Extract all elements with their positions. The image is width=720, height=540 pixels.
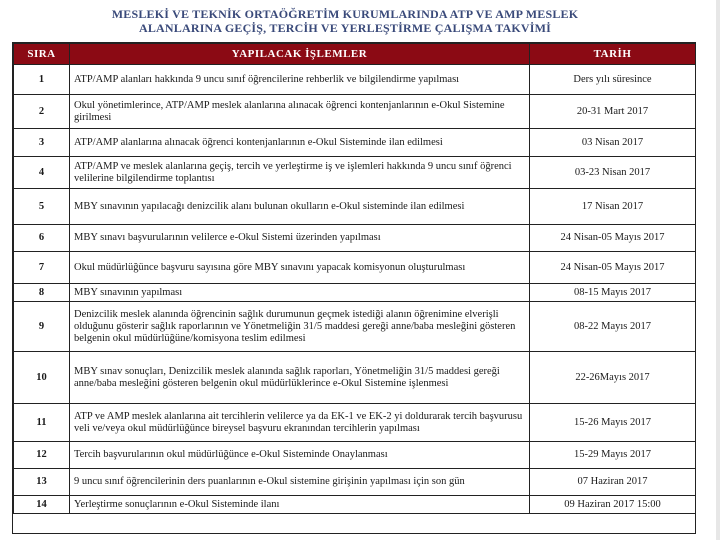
- row-date: 15-26 Mayıs 2017: [530, 404, 696, 442]
- row-date: 15-29 Mayıs 2017: [530, 442, 696, 469]
- row-number: 14: [14, 496, 70, 514]
- row-task: MBY sınav sonuçları, Denizcilik meslek alanında sağlık raporları, Yönetmeliğin 31/5 maddesi gereği anne/baba mesleğini gösteren belgenin okul müdürlüklerince e-Okul Sistemine işlenmesi: [70, 352, 530, 404]
- row-number: 5: [14, 189, 70, 225]
- row-date: 08-22 Mayıs 2017: [530, 302, 696, 352]
- row-date: 20-31 Mart 2017: [530, 95, 696, 129]
- table-row: [14, 95, 696, 129]
- title-line-2: ALANLARINA GEÇİŞ, TERCİH VE YERLEŞTİRME ÇALIŞMA TAKVİMİ: [138, 21, 552, 35]
- table-row: [14, 469, 696, 496]
- row-task: MBY sınavı başvurularının velilerce e-Okul Sistemi üzerinden yapılması: [70, 225, 530, 252]
- title-line-1: MESLEKİ VE TEKNİK ORTAÖĞRETİM KURUMLARINDA ATP VE AMP MESLEK: [111, 7, 579, 21]
- row-task: Denizcilik meslek alanında öğrencinin sağlık durumunun geçmek istediği alanın öğrenimine elverişli olduğunu gösterir sağlık raporlarının ve Yönetmeliğin 31/5 maddesi gereği anne/baba mesleğini gösteren belgenin okul müdürlüğüne/komisyona teslim edilmesi: [70, 302, 530, 352]
- table-row: [14, 302, 696, 352]
- row-number: 4: [14, 157, 70, 189]
- row-task: ATP/AMP alanlarına alınacak öğrenci kontenjanlarının e-Okul Sisteminde ilan edilmesi: [70, 129, 530, 157]
- row-number: 12: [14, 442, 70, 469]
- row-date: Ders yılı süresince: [530, 65, 696, 95]
- row-date: 09 Haziran 2017 15:00: [530, 496, 696, 514]
- table-row: [14, 352, 696, 404]
- row-number: 3: [14, 129, 70, 157]
- row-number: 11: [14, 404, 70, 442]
- row-number: 13: [14, 469, 70, 496]
- table-row: [14, 496, 696, 514]
- table-row: [14, 284, 696, 302]
- row-number: 1: [14, 65, 70, 95]
- row-number: 9: [14, 302, 70, 352]
- row-number: 6: [14, 225, 70, 252]
- row-task: Tercih başvurularının okul müdürlüğünce e-Okul Sisteminde Onaylanması: [70, 442, 530, 469]
- table-row: [14, 157, 696, 189]
- row-date: 24 Nisan-05 Mayıs 2017: [530, 252, 696, 284]
- row-date: 03 Nisan 2017: [530, 129, 696, 157]
- row-task: ATP/AMP ve meslek alanlarına geçiş, tercih ve yerleştirme iş ve işlemleri hakkında 9 uncu sınıf öğrenci velilerine bilgilendirme toplantısı: [70, 157, 530, 189]
- row-number: 10: [14, 352, 70, 404]
- table-row: [14, 65, 696, 95]
- row-task: Okul yönetimlerince, ATP/AMP meslek alanlarına alınacak öğrenci kontenjanlarının e-Okul Sistemine girilmesi: [70, 95, 530, 129]
- schedule-table: [13, 43, 696, 514]
- row-task: Okul müdürlüğünce başvuru sayısına göre MBY sınavını yapacak komisyonun oluşturulması: [70, 252, 530, 284]
- header-sira: SIRA: [14, 44, 70, 65]
- header-tarih: TARİH: [530, 44, 696, 65]
- row-date: 17 Nisan 2017: [530, 189, 696, 225]
- table-row: [14, 225, 696, 252]
- row-task: Yerleştirme sonuçlarının e-Okul Sisteminde ilanı: [70, 496, 530, 514]
- row-task: ATP/AMP alanları hakkında 9 uncu sınıf öğrencilerine rehberlik ve bilgilendirme yapılması: [70, 65, 530, 95]
- scrollbar-track: [716, 0, 720, 540]
- row-date: 03-23 Nisan 2017: [530, 157, 696, 189]
- row-task: MBY sınavının yapılacağı denizcilik alanı bulunan okulların e-Okul sisteminde ilan edilmesi: [70, 189, 530, 225]
- schedule-table-container: [12, 42, 696, 534]
- row-task: 9 uncu sınıf öğrencilerinin ders puanlarının e-Okul sistemine girişinin yapılması için son gün: [70, 469, 530, 496]
- row-date: 08-15 Mayıs 2017: [530, 284, 696, 302]
- row-date: 22-26Mayıs 2017: [530, 352, 696, 404]
- table-row: [14, 404, 696, 442]
- table-row: [14, 252, 696, 284]
- row-task: ATP ve AMP meslek alanlarına ait tercihlerin velilerce ya da EK-1 ve EK-2 yi doldurarak tercih başvurusu veli ve/veya okul müdürlüğünce bireysel başvuru ekranından tercihlerin yapılması: [70, 404, 530, 442]
- row-date: 24 Nisan-05 Mayıs 2017: [530, 225, 696, 252]
- document-title: [40, 7, 650, 35]
- header-islemler: YAPILACAK İŞLEMLER: [70, 44, 530, 65]
- row-number: 8: [14, 284, 70, 302]
- table-row: [14, 442, 696, 469]
- row-number: 2: [14, 95, 70, 129]
- table-header-row: [14, 44, 696, 65]
- table-row: [14, 129, 696, 157]
- row-task: MBY sınavının yapılması: [70, 284, 530, 302]
- row-date: 07 Haziran 2017: [530, 469, 696, 496]
- table-row: [14, 189, 696, 225]
- row-number: 7: [14, 252, 70, 284]
